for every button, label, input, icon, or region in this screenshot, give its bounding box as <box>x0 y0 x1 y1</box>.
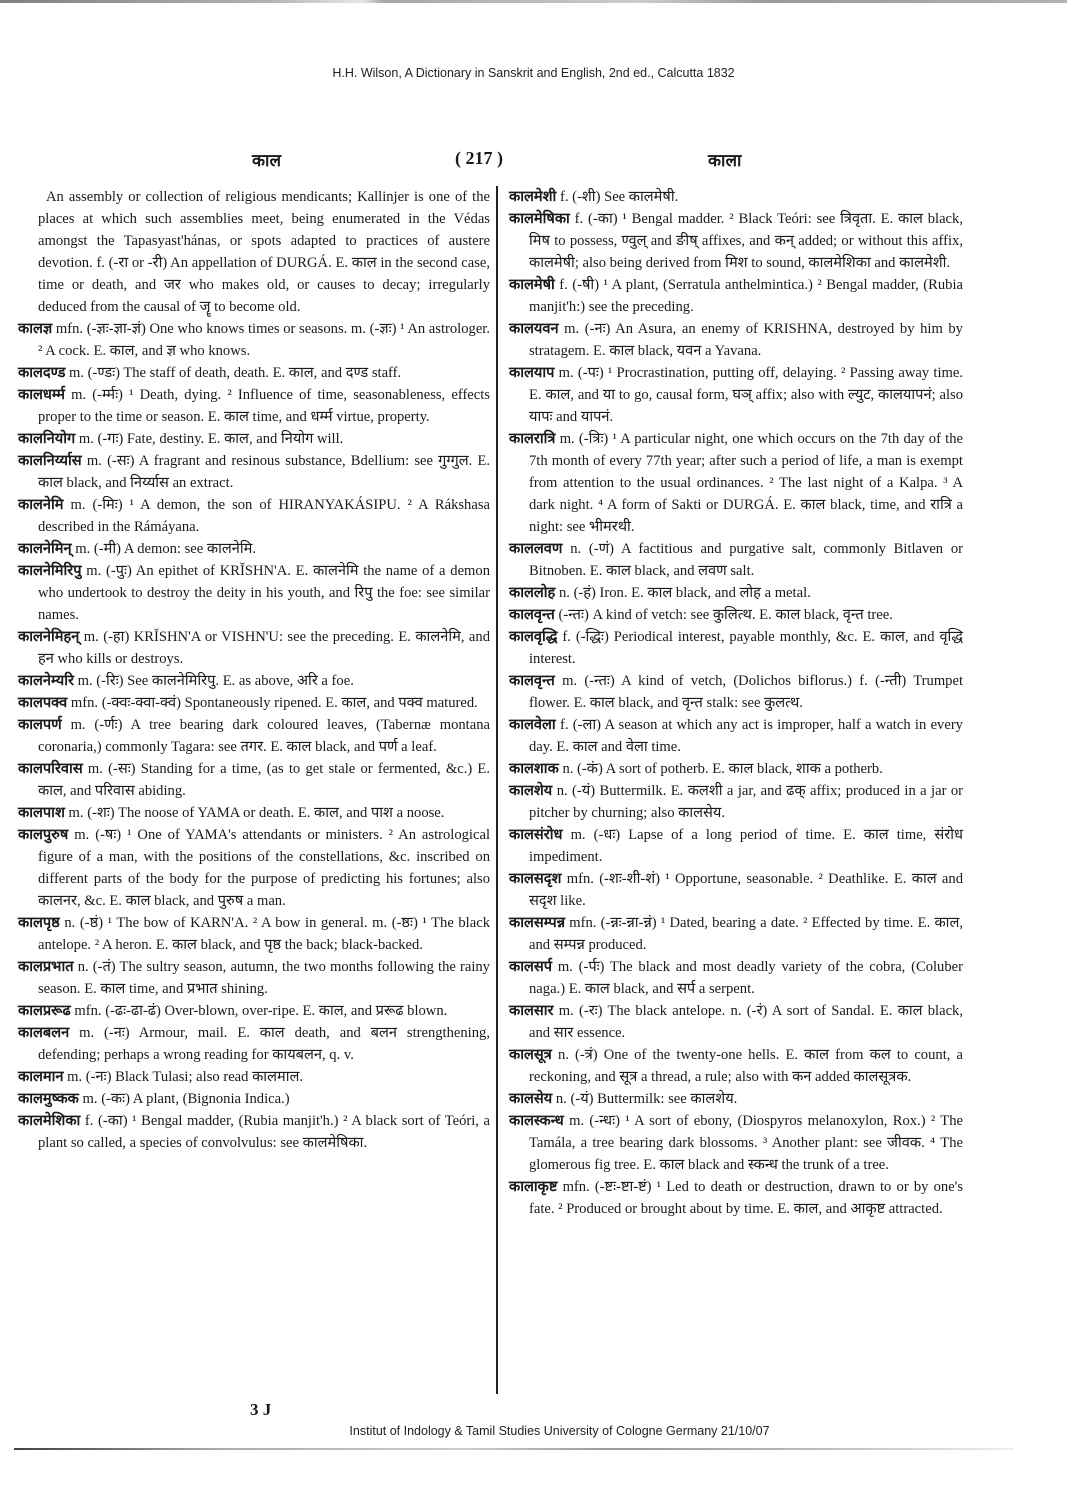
entry-definition: m. (-मिः) ¹ A demon, the son of HIRANYAKÁSIPU. ² A Rákshasa described in the Rámáyana. <box>38 497 490 535</box>
entry-headword: कालसदृश <box>509 871 562 887</box>
entry-definition: m. (-गः) Fate, destiny. E. काल, and नियोग will. <box>78 431 344 447</box>
entry-headword: कालसार <box>509 1003 554 1019</box>
entry-headword: कालस्कन्ध <box>509 1113 564 1129</box>
entry-definition: m. (-पः) ¹ Procrastination, putting off, delaying. ² Passing away time. E. काल, and या to go, causal form, घञ् affix; also with ल्युट, कालयापनं; also यापः and यापनं. <box>529 365 963 425</box>
dictionary-entry <box>18 670 490 692</box>
dictionary-entry <box>18 318 490 362</box>
dictionary-entry <box>18 912 490 956</box>
entry-headword: कालधर्म्म <box>18 387 65 403</box>
entry-headword: कालदण्ड <box>18 365 66 381</box>
entry-definition: m. (-न्धः) ¹ A sort of ebony, (Diospyros melanoxylon, Rox.) ² The Tamála, a tree bearing dark blossoms. ³ Another plant: see जीवक. ⁴ The glomerous fig tree. E. काल black and स्कन्ध the trunk of a tree. <box>529 1113 963 1173</box>
entry-headword: कालज्ञ <box>18 321 53 337</box>
entry-definition: mfn. (-ढः-ढा-ढं) Over-blown, over-ripe. E. काल, and प्ररूढ blown. <box>74 1003 448 1019</box>
entry-definition: n. (-ष्ठं) ¹ The bow of KARN'A. ² A bow in general. m. (-ष्ठः) ¹ The black antelope. ² A heron. E. काल black, and पृष्ठ the back; black-backed. <box>38 915 490 953</box>
dictionary-entry <box>509 912 963 956</box>
dictionary-entry <box>509 780 963 824</box>
entry-headword: कालनेमि <box>18 497 64 513</box>
entry-headword: कालसेय <box>509 1091 553 1107</box>
entry-headword: कालनेम्यरि <box>18 673 74 689</box>
entry-headword: कालशाक <box>509 761 559 777</box>
entry-headword: कालवृन्त <box>509 673 555 689</box>
entry-headword: काललोह <box>509 585 556 601</box>
dictionary-entry <box>18 1110 490 1154</box>
dictionary-entry <box>509 956 963 1000</box>
entry-definition: f. (-द्धिः) Periodical interest, payable monthly, &c. E. काल, and वृद्धि interest. <box>529 629 963 667</box>
entry-definition: m. (-सः) Standing for a time, (as to get stale or fermented, &c.) E. काल, and परिवास abiding. <box>38 761 490 799</box>
entry-definition: m. (-सः) A fragrant and resinous substance, Bdellium: see गुग्गुल. E. काल black, and निर्य्यास an extract. <box>38 453 491 491</box>
entry-headword: कालमेशिका <box>18 1113 81 1129</box>
source-citation-footer: Institut of Indology & Tamil Studies University of Cologne Germany 21/10/07 <box>349 1424 770 1438</box>
source-citation-header: H.H. Wilson, A Dictionary in Sanskrit and English, 2nd ed., Calcutta 1832 <box>332 66 735 80</box>
column-divider <box>496 186 498 1394</box>
entry-headword: कालसूत्र <box>509 1047 552 1063</box>
entry-definition: m. (-हा) KRĬSHN'A or VISHN'U: see the preceding. E. कालनेमि, and हन who kills or destroys. <box>38 629 490 667</box>
dictionary-entry <box>509 208 963 274</box>
entry-definition: m. (-षः) ¹ One of YAMA's attendants or ministers. ² An astrological figure of a man, with the positions of the constellations, &c. inscribed on different parts of the body for the purpose of predicting his fortunes; also कालनर, &c. E. काल black, and पुरुष a man. <box>38 827 490 909</box>
entry-definition: m. (-नः) Armour, mail. E. काल death, and बलन strengthening, defending; perhaps a wrong reading for कायबलन, q. v. <box>38 1025 490 1063</box>
entry-definition: mfn. (-ज्ञः-ज्ञा-ज्ञं) One who knows times or seasons. m. (-ज्ञः) ¹ An astrologer. ² A cock. E. काल, and ज्ञ who knows. <box>38 321 490 359</box>
entry-definition: m. (-न्तः) A kind of vetch, (Dolichos biflorus.) f. (-न्ती) Trumpet flower. E. काल black, and वृन्त stalk: see कुलत्थ. <box>529 673 963 711</box>
dictionary-entry <box>509 274 963 318</box>
entry-definition: m. (-नः) An Asura, an enemy of KRISHNA, destroyed by him by stratagem. E. काल black, यवन a Yavana. <box>529 321 963 359</box>
dictionary-entry <box>509 362 963 428</box>
entry-definition: mfn. (-क्वः-क्वा-क्वं) Spontaneously ripened. E. काल, and पक्व matured. <box>70 695 478 711</box>
dictionary-entry <box>509 1000 963 1044</box>
entry-headword: काललवण <box>509 541 563 557</box>
dictionary-entry <box>509 670 963 714</box>
dictionary-entry <box>509 1176 963 1220</box>
dictionary-entry <box>509 604 963 626</box>
entry-definition: m. (-र्णः) A tree bearing dark coloured leaves, (Tabernæ montana coronaria,) commonly Tagara: see तगर. E. काल black, and पर्ण a leaf. <box>38 717 490 755</box>
entry-headword: कालप्रभात <box>18 959 74 975</box>
dictionary-entry <box>18 956 490 1000</box>
entry-definition: An assembly or collection of religious mendicants; Kallinjer is one of the places at which such assemblies meet, being enumerated in the Védas amongst the Tapasyast'hánas, or spots adapted to practices of austere devotion. f. (-रा or -री) An appellation of DURGÁ. E. काल in the second case, time or death, and जर who makes old, or causes to decay; irregularly deduced from the causal of जॄ to become old. <box>38 189 490 315</box>
entry-definition: n. (-तं) The sultry season, autumn, the two months following the rainy season. E. काल time, and प्रभात shining. <box>38 959 490 997</box>
dictionary-entry <box>18 538 490 560</box>
entry-definition: m. (-ण्डः) The staff of death, death. E. काल, and दण्ड staff. <box>69 365 402 381</box>
entry-definition: n. (-णं) A factitious and purgative salt, commonly Bitlaven or Bitnoben. E. काल black, and लवण salt. <box>529 541 963 579</box>
dictionary-entry <box>18 692 490 714</box>
dictionary-entry <box>18 1022 490 1066</box>
entry-headword: कालरात्रि <box>509 431 556 447</box>
entry-headword: कालवृद्धि <box>509 629 558 645</box>
scan-edge-top <box>0 0 1067 3</box>
entry-definition: f. (-षी) ¹ A plant, (Serratula anthelmintica.) ² Bengal madder, (Rubia manjit'h:) see the preceding. <box>529 277 963 315</box>
entry-definition: m. (-र्पः) The black and most deadly variety of the cobra, (Coluber naga.) E. काल black, and सर्प a serpent. <box>529 959 963 997</box>
entry-definition: f. (-शी) See कालमेषी. <box>559 189 679 205</box>
dictionary-entry <box>509 714 963 758</box>
entry-definition: n. (-कं) A sort of potherb. E. काल black, शाक a potherb. <box>562 761 883 777</box>
signature-mark: 3 J <box>250 1400 272 1419</box>
entry-definition: n. (-यं) Buttermilk. E. कलशी a jar, and ढक् affix; produced in a jar or pitcher by churning; also कालसेय. <box>529 783 963 821</box>
entry-headword: कालनिर्य्यास <box>18 453 82 469</box>
entry-headword: कालमेषिका <box>509 211 570 227</box>
entry-headword: कालमेशी <box>509 189 557 205</box>
entry-definition: m. (-रः) The black antelope. n. (-रं) A sort of Sandal. E. काल black, and सार essence. <box>529 1003 963 1041</box>
dictionary-entry <box>18 758 490 802</box>
entry-headword: कालवेला <box>509 717 556 733</box>
dictionary-entry <box>18 1000 490 1022</box>
dictionary-entry <box>18 1066 490 1088</box>
entry-headword: कालसम्पन्न <box>509 915 566 931</box>
dictionary-entry <box>18 186 490 318</box>
entry-definition: f. (-ला) A season at which any act is improper, half a watch in every day. E. काल and वेला time. <box>529 717 963 755</box>
dictionary-entry <box>509 582 963 604</box>
scan-edge-bottom <box>14 1448 1014 1450</box>
entry-definition: mfn. (-शः-शी-शं) ¹ Opportune, seasonable. ² Deathlike. E. काल and सदृश like. <box>529 871 963 909</box>
dictionary-entry <box>18 428 490 450</box>
dictionary-entry <box>509 1110 963 1176</box>
entry-headword: कालपरिवास <box>18 761 83 777</box>
dictionary-entry <box>509 1088 963 1110</box>
entry-definition: m. (-पुः) An epithet of KRĬSHN'A. E. कालनेमि the name of a demon who undertook to destroy the deity in his youth, and रिपु the foe: see similar names. <box>38 563 491 623</box>
entry-headword: कालपक्व <box>18 695 68 711</box>
entry-definition: n. (-त्रं) One of the twenty-one hells. E. काल from कल to count, a reckoning, and सूत्र a thread, a rule; also with कन added कालसूत्रक. <box>529 1047 963 1085</box>
entry-headword: कालमुष्कक <box>18 1091 79 1107</box>
entry-headword: कालबलन <box>18 1025 70 1041</box>
entry-definition: mfn. (-ष्टः-ष्टा-ष्टं) ¹ Led to death or destruction, drawn to or by one's fate. ² Produced or brought about by time. E. काल, and आकृष्ट attracted. <box>529 1179 963 1217</box>
dictionary-entry <box>509 1044 963 1088</box>
dictionary-entry <box>18 802 490 824</box>
entry-headword: कालनियोग <box>18 431 76 447</box>
entry-headword: कालमेषी <box>509 277 555 293</box>
entry-headword: कालवृन्त <box>509 607 555 623</box>
dictionary-entry <box>509 428 963 538</box>
dictionary-entry <box>509 868 963 912</box>
entry-definition: mfn. (-न्नः-न्ना-न्नं) ¹ Dated, bearing a date. ² Effected by time. E. काल, and सम्पन्न produced. <box>529 915 963 953</box>
running-head-left: काल <box>252 151 281 170</box>
dictionary-entry <box>18 626 490 670</box>
entry-definition: m. (-रिः) See कालनेमिरिपु. E. as above, अरि a foe. <box>77 673 354 689</box>
entry-headword: कालमान <box>18 1069 64 1085</box>
dictionary-entry <box>18 714 490 758</box>
dictionary-entry <box>509 538 963 582</box>
dictionary-entry <box>18 384 490 428</box>
dictionary-entry <box>18 824 490 912</box>
left-column <box>18 186 490 1154</box>
entry-definition: n. (-यं) Buttermilk: see कालशेय. <box>555 1091 738 1107</box>
entry-headword: कालप्ररूढ <box>18 1003 71 1019</box>
right-column <box>509 186 963 1220</box>
dictionary-entry <box>18 1088 490 1110</box>
entry-definition: m. (-धः) Lapse of a long period of time. E. काल time, संरोध impediment. <box>529 827 963 865</box>
dictionary-entry <box>509 318 963 362</box>
dictionary-entry <box>509 626 963 670</box>
entry-definition: m. (-मी) A demon: see कालनेमि. <box>75 541 257 557</box>
entry-headword: कालनेमिन् <box>18 541 72 557</box>
entry-headword: कालपाश <box>18 805 65 821</box>
entry-headword: कालनेमिरिपु <box>18 563 82 579</box>
entry-definition: m. (-त्रिः) ¹ A particular night, one which occurs on the 7th day of the 7th month of every 77th year; after such a period of life, a man is exempt from attention to the usual ordinances. ² The last night of a Kalpa. ³ A dark night. ⁴ A form of Sakti or DURGÁ. E. काल black, time, and रात्रि a night: see भीमरथी. <box>529 431 963 535</box>
entry-definition: n. (-हं) Iron. E. काल black, and लोह a metal. <box>558 585 811 601</box>
entry-definition: m. (-र्म्मः) ¹ Death, dying. ² Influence of time, seasonableness, effects proper to the time or season. E. काल time, and धर्म्म virtue, property. <box>38 387 490 425</box>
page-number: ( 217 ) <box>455 148 503 168</box>
entry-headword: कालपर्ण <box>18 717 62 733</box>
entry-headword: कालयाप <box>509 365 555 381</box>
entry-headword: कालसर्प <box>509 959 553 975</box>
entry-definition: (-न्तः) A kind of vetch: see कुलित्थ. E. काल black, वृन्त tree. <box>558 607 893 623</box>
entry-definition: m. (-शः) The noose of YAMA or death. E. काल, and पाश a noose. <box>68 805 445 821</box>
dictionary-entry <box>18 450 490 494</box>
entry-headword: कालसंरोध <box>509 827 563 843</box>
entry-headword: कालपृष्ठ <box>18 915 60 931</box>
running-head-right: काला <box>708 151 742 170</box>
entry-headword: कालपुरुष <box>18 827 69 843</box>
entry-definition: m. (-नः) Black Tulasi; also read कालमाल. <box>67 1069 304 1085</box>
entry-definition: f. (-का) ¹ Bengal madder. ² Black Teóri: see त्रिवृता. E. काल black, मिष to possess, ण्वुल् and ङीष् affixes, and कन् added; or without this affix, कालमेषी; also being derived from मिश to sound, कालमेशिका and कालमेशी. <box>529 211 963 271</box>
dictionary-entry <box>509 186 963 208</box>
entry-headword: कालयवन <box>509 321 559 337</box>
dictionary-entry <box>18 494 490 538</box>
entry-headword: कालाकृष्ट <box>509 1179 558 1195</box>
dictionary-entry <box>18 362 490 384</box>
dictionary-entry <box>509 758 963 780</box>
entry-headword: कालशेय <box>509 783 553 799</box>
dictionary-entry <box>509 824 963 868</box>
dictionary-entry <box>18 560 490 626</box>
entry-definition: m. (-कः) A plant, (Bignonia Indica.) <box>82 1091 290 1107</box>
entry-headword: कालनेमिहन् <box>18 629 80 645</box>
entry-definition: f. (-का) ¹ Bengal madder, (Rubia manjit'h.) ² A black sort of Teóri, a plant so called, a species of convolvulus: see कालमेषिका. <box>38 1113 490 1151</box>
